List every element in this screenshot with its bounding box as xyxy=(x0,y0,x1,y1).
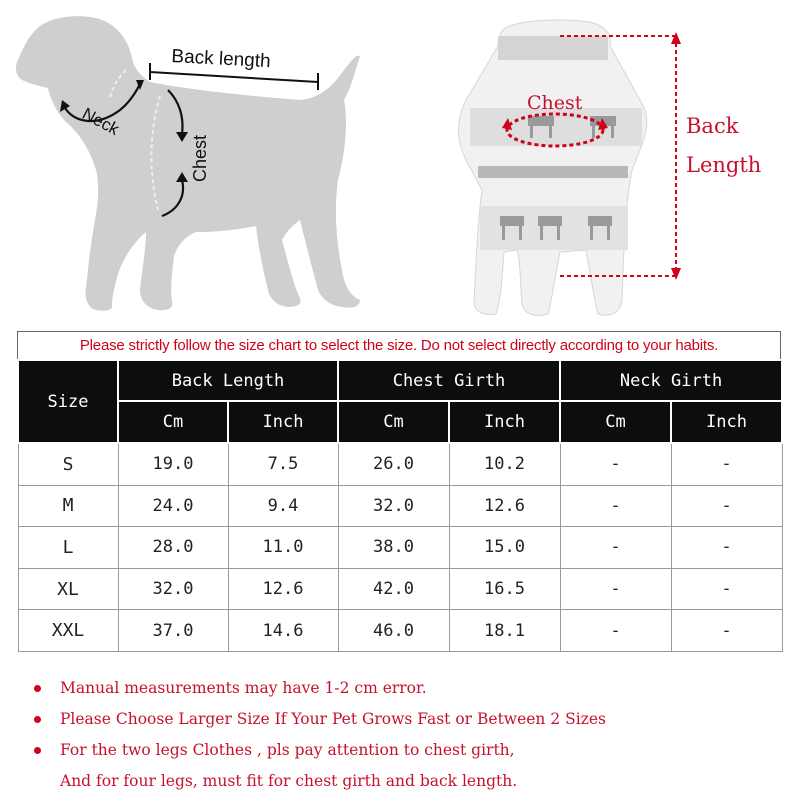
table-cell: 26.0 xyxy=(338,443,449,485)
table-cell: - xyxy=(671,568,782,610)
size-notice: Please strictly follow the size chart to select the size. Do not select directly according to your habits. xyxy=(17,331,781,359)
table-cell: - xyxy=(671,610,782,652)
table-cell: 18.1 xyxy=(449,610,560,652)
note-item xyxy=(32,674,792,705)
note-text: For the two legs Clothes , pls pay attention to chest girth, xyxy=(60,741,515,759)
table-cell: - xyxy=(560,485,671,527)
size-cell: M xyxy=(18,485,118,527)
note-item-continuation xyxy=(32,767,792,798)
size-cell: L xyxy=(18,527,118,569)
back-length-line xyxy=(150,72,318,82)
table-cell: - xyxy=(671,443,782,485)
table-cell: 11.0 xyxy=(228,527,338,569)
table-cell: 10.2 xyxy=(449,443,560,485)
table-row xyxy=(18,527,782,569)
back-length-arrowhead-top xyxy=(671,32,681,44)
notes-list xyxy=(32,674,792,798)
unit-header: Cm xyxy=(560,401,671,443)
back-length-group-header: Back Length xyxy=(118,360,338,401)
size-cell: XL xyxy=(18,568,118,610)
size-cell: S xyxy=(18,443,118,485)
size-cell: XXL xyxy=(18,610,118,652)
unit-header: Cm xyxy=(118,401,228,443)
table-cell: - xyxy=(560,568,671,610)
table-cell: 19.0 xyxy=(118,443,228,485)
unit-header: Inch xyxy=(671,401,782,443)
table-cell: 12.6 xyxy=(228,568,338,610)
table-cell: 14.6 xyxy=(228,610,338,652)
note-text: And for four legs, must fit for chest girth and back length. xyxy=(60,772,518,790)
table-cell: - xyxy=(560,443,671,485)
table-cell: 37.0 xyxy=(118,610,228,652)
neck-girth-group-header: Neck Girth xyxy=(560,360,782,401)
garment-chest-label: Chest xyxy=(527,92,583,114)
unit-header: Cm xyxy=(338,401,449,443)
table-cell: - xyxy=(560,527,671,569)
note-text: Please Choose Larger Size If Your Pet Grows Fast or Between 2 Sizes xyxy=(60,710,606,728)
table-cell: 7.5 xyxy=(228,443,338,485)
unit-header: Inch xyxy=(228,401,338,443)
table-row xyxy=(18,443,782,485)
table-cell: 42.0 xyxy=(338,568,449,610)
size-column-header: Size xyxy=(18,360,118,443)
table-row xyxy=(18,610,782,652)
table-cell: 15.0 xyxy=(449,527,560,569)
table-cell: 12.6 xyxy=(449,485,560,527)
note-text: Manual measurements may have 1-2 cm error. xyxy=(60,679,427,697)
table-cell: 32.0 xyxy=(338,485,449,527)
table-cell: 32.0 xyxy=(118,568,228,610)
table-cell: 16.5 xyxy=(449,568,560,610)
table-cell: - xyxy=(671,527,782,569)
table-cell: - xyxy=(671,485,782,527)
garment-length-label: Length xyxy=(686,153,762,177)
table-cell: 28.0 xyxy=(118,527,228,569)
back-length-arrowhead-bottom xyxy=(671,268,681,280)
back-length-label: Back length xyxy=(170,46,272,73)
note-item xyxy=(32,705,792,736)
garment-hood-pattern xyxy=(498,36,608,60)
bullet-dot-icon xyxy=(34,685,41,692)
table-cell: 46.0 xyxy=(338,610,449,652)
size-chart-table xyxy=(17,359,783,652)
neck-label: Neck xyxy=(79,104,123,139)
chest-label: Chest xyxy=(190,134,210,182)
garment-stripe-2 xyxy=(478,166,628,178)
measurement-illustrations xyxy=(0,0,800,330)
table-cell: - xyxy=(560,610,671,652)
table-cell: 24.0 xyxy=(118,485,228,527)
table-row xyxy=(18,485,782,527)
chest-girth-group-header: Chest Girth xyxy=(338,360,560,401)
bullet-dot-icon xyxy=(34,747,41,754)
table-cell: 38.0 xyxy=(338,527,449,569)
table-row xyxy=(18,568,782,610)
garment-back-label: Back xyxy=(686,114,739,138)
bullet-dot-icon xyxy=(34,716,41,723)
note-item xyxy=(32,736,792,767)
table-cell: 9.4 xyxy=(228,485,338,527)
unit-header: Inch xyxy=(449,401,560,443)
